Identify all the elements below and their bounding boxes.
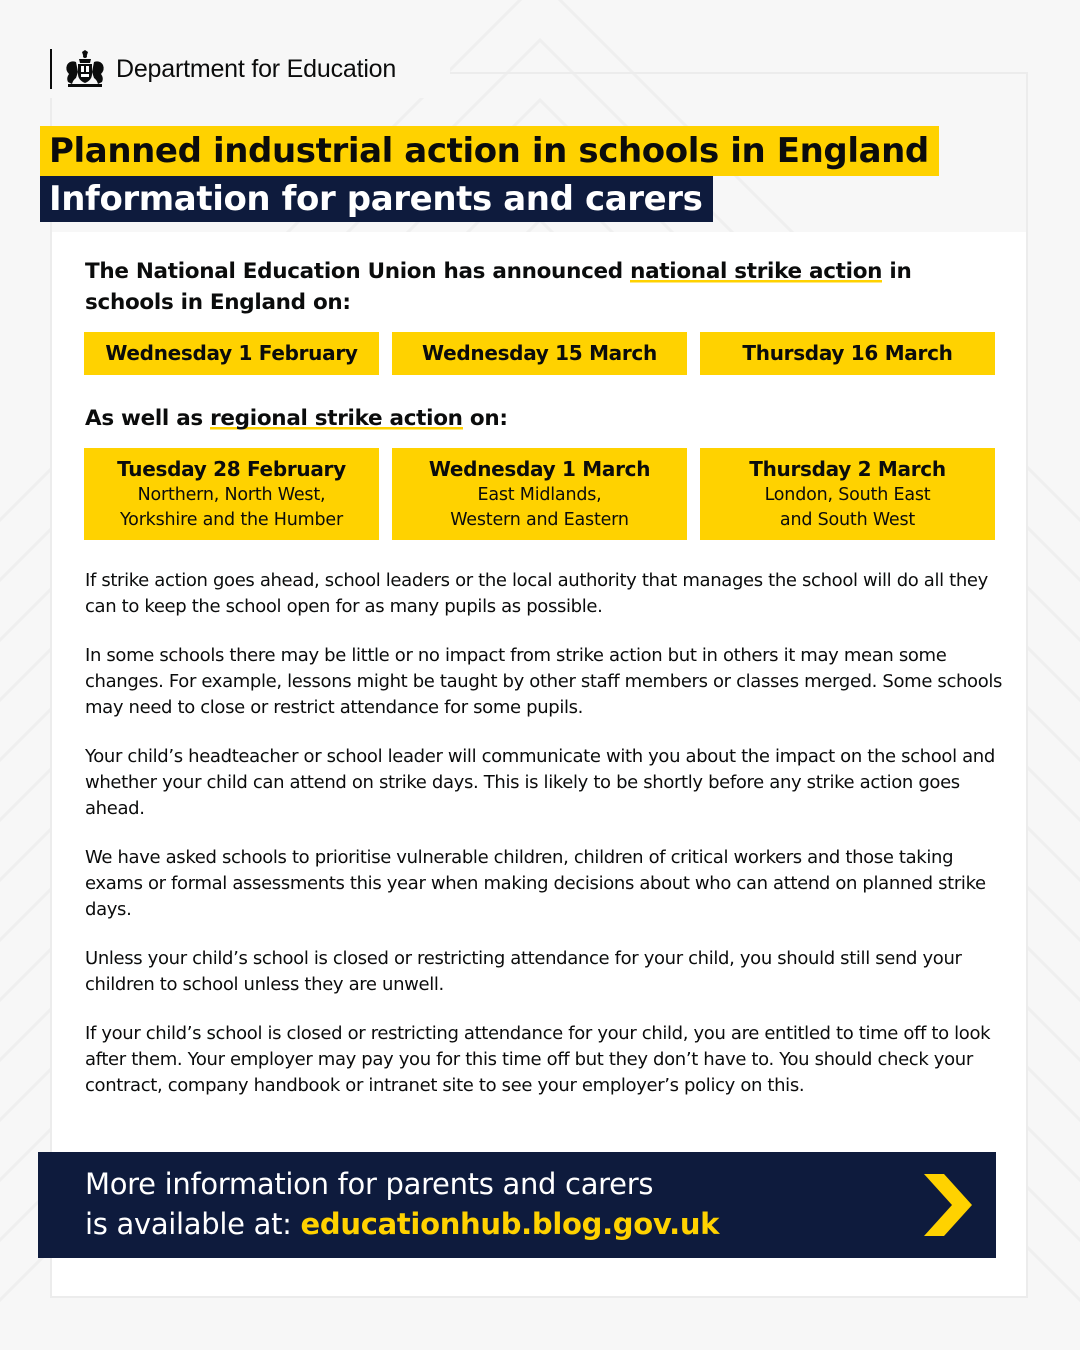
regional-date: Wednesday 1 March [428, 456, 651, 481]
regional-date-box [700, 448, 995, 540]
intro-text-before: The National Education Union has announced [85, 259, 631, 284]
regional-areas-line: London, South East [764, 484, 931, 505]
department-name: Department for Education [116, 54, 397, 83]
regional-strike-intro [85, 403, 1005, 434]
info-paragraph: Your child’s headteacher or school leader will communicate with you about the impact on the school and whether your child can attend on strike days. This is likely to be shortly before any strike action goes ahead. [85, 746, 995, 819]
national-date-box [392, 332, 687, 375]
info-paragraph: Unless your child’s school is closed or restricting attendance for your child, you should still send your children to school unless they are unwell. [85, 948, 962, 995]
education-hub-link[interactable]: educationhub.blog.gov.uk [300, 1207, 720, 1241]
national-strike-intro [85, 256, 1005, 318]
info-paragraph: If your child’s school is closed or restricting attendance for your child, you are entitled to time off to look after them. Your employer may pay you for this time off but they don’t have to. You should check your contract, company handbook or intranet site to see your employer’s policy on this. [85, 1023, 991, 1096]
regional-areas-line: Yorkshire and the Humber [120, 509, 343, 530]
national-date: Thursday 16 March [742, 341, 953, 365]
regional-areas-line: and South West [779, 509, 916, 530]
more-info-banner[interactable] [38, 1152, 996, 1258]
more-info-line1: More information for parents and carers [85, 1167, 654, 1201]
info-paragraph: We have asked schools to prioritise vulnerable children, children of critical workers and those taking exams or formal assessments this year when making decisions about who can attend on planned strike days. [85, 847, 986, 920]
regional-intro-before: As well as [85, 406, 211, 431]
regional-areas-line: East Midlands, [477, 484, 602, 505]
regional-date: Thursday 2 March [749, 456, 946, 481]
intro-text-after: in schools in England on: [85, 259, 912, 315]
regional-dates-row [84, 448, 995, 540]
national-date: Wednesday 1 February [105, 341, 358, 365]
info-paragraph: If strike action goes ahead, school leaders or the local authority that manages the school will do all they can to keep the school open for as many pupils as possible. [85, 570, 988, 617]
more-info-prefix: is available at: [85, 1207, 301, 1241]
regional-areas-line: Western and Eastern [450, 509, 629, 530]
regional-areas-line: Northern, North West, [137, 484, 326, 505]
chevron-right-icon[interactable] [922, 1172, 974, 1238]
national-date: Wednesday 15 March [422, 341, 657, 365]
info-paragraph: In some schools there may be little or no impact from strike action but in others it may mean some changes. For example, lessons might be taught by other staff members or classes merged. Some schools may need to close or restrict attendance for some pupils. [85, 645, 1003, 718]
national-dates-row [84, 332, 995, 375]
department-logo [50, 48, 396, 90]
subtitle: Information for parents and carers [40, 176, 713, 222]
national-strike-highlight: national strike action [630, 259, 883, 284]
national-date-box [700, 332, 995, 375]
more-info-line2 [85, 1204, 719, 1244]
royal-crest-icon [62, 50, 108, 88]
regional-date-box [392, 448, 687, 540]
more-info-text [85, 1164, 719, 1244]
national-date-box [84, 332, 379, 375]
main-title: Planned industrial action in schools in England [40, 126, 939, 176]
regional-intro-after: on: [462, 406, 508, 431]
regional-strike-highlight: regional strike action [210, 406, 463, 431]
regional-date: Tuesday 28 February [117, 456, 346, 481]
logo-divider [50, 49, 52, 89]
regional-date-box [84, 448, 379, 540]
